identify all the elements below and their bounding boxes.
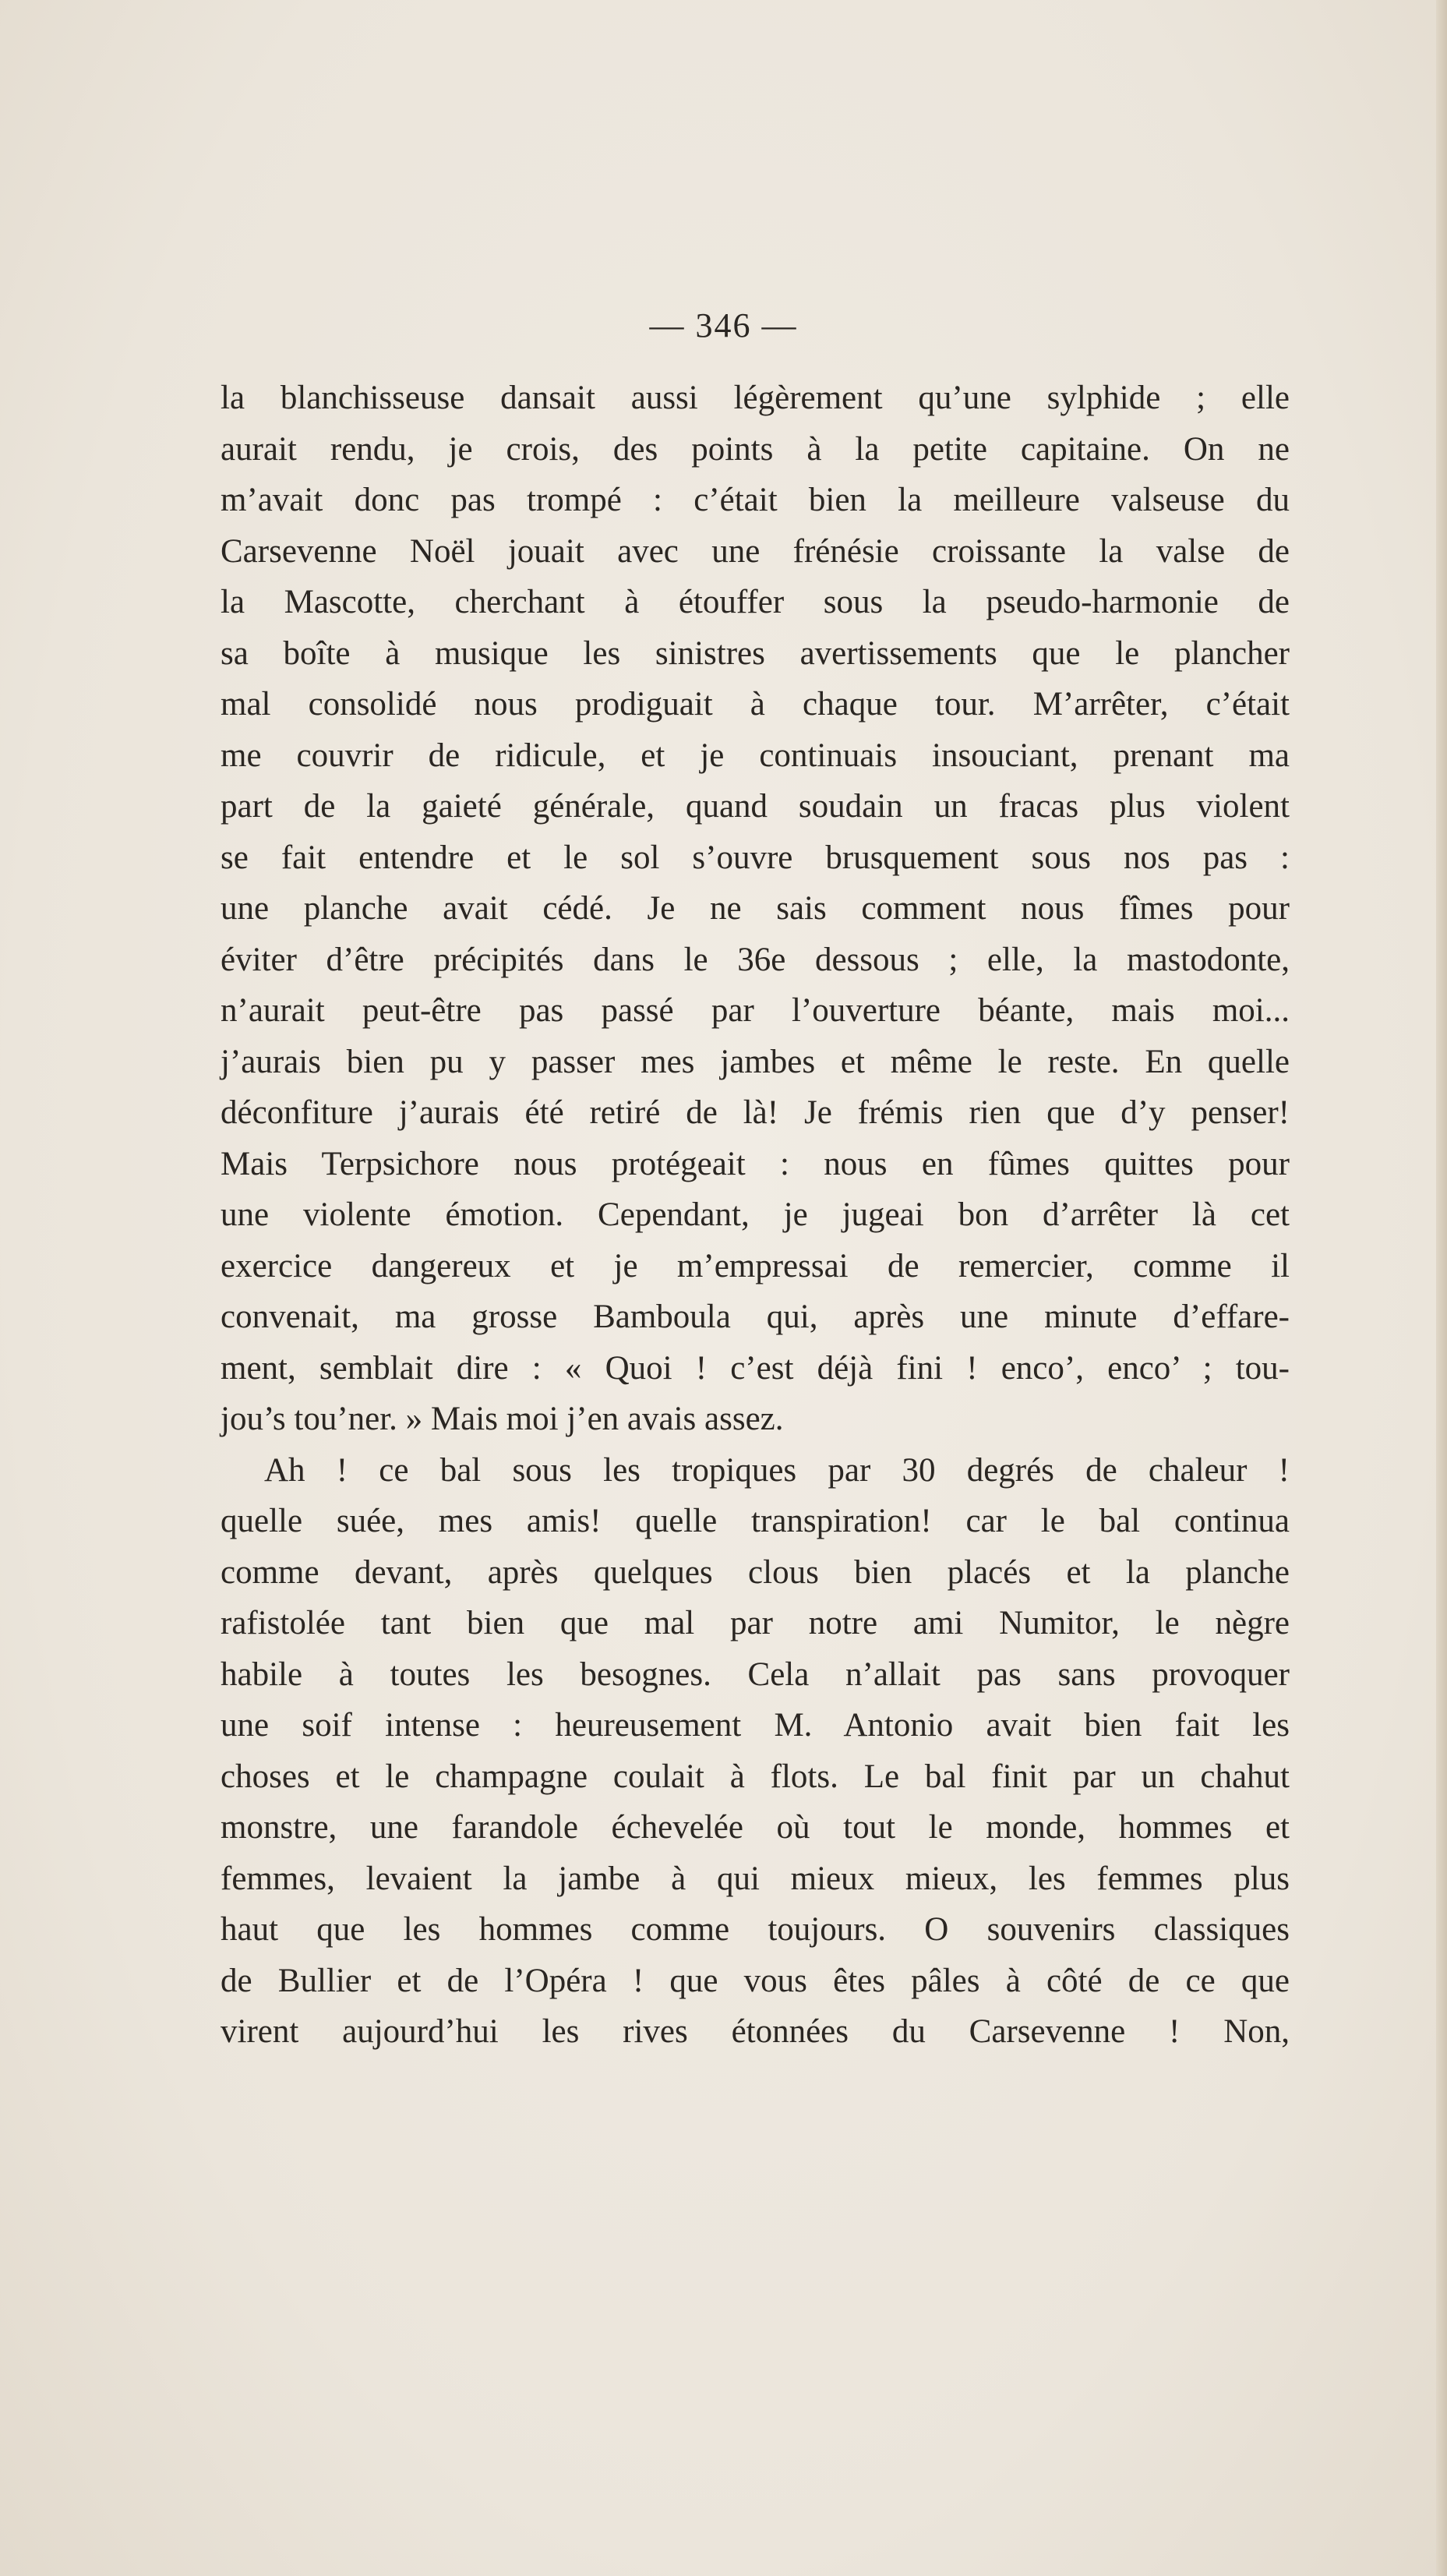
- text-line: déconfiture j’aurais été retiré de là! Je frémis rien que d’y penser!: [221, 1094, 1290, 1131]
- text-line: se fait entendre et le sol s’ouvre brusquement sous nos pas :: [221, 839, 1290, 876]
- text-line: virent aujourd’hui les rives étonnées du Carsevenne ! Non,: [221, 2013, 1290, 2050]
- text-line: aurait rendu, je crois, des points à la petite capitaine. On ne: [221, 430, 1290, 468]
- text-line: me couvrir de ridicule, et je continuais insouciant, prenant ma: [221, 737, 1290, 774]
- text-line: quelle suée, mes amis! quelle transpiration! car le bal continua: [221, 1503, 1290, 1539]
- text-line: la blanchisseuse dansait aussi légèrement qu’une sylphide ; elle: [221, 380, 1290, 416]
- body-text: [221, 373, 1290, 2058]
- text-line: de Bullier et de l’Opéra ! que vous êtes pâles à côté de ce que: [221, 1962, 1290, 1999]
- text-line: éviter d’être précipités dans le 36e dessous ; elle, la mastodonte,: [221, 941, 1290, 978]
- text-line: une planche avait cédé. Je ne sais comment nous fîmes pour: [221, 890, 1290, 927]
- text-line: m’avait donc pas trompé : c’était bien la meilleure valseuse du: [221, 482, 1290, 518]
- text-line: Carsevenne Noël jouait avec une frénésie croissante la valse de: [221, 532, 1290, 570]
- text-line: part de la gaieté générale, quand soudain un fracas plus violent: [221, 788, 1290, 825]
- text-line: comme devant, après quelques clous bien placés et la planche: [221, 1553, 1290, 1591]
- text-line: Mais Terpsichore nous protégeait : nous en fûmes quittes pour: [221, 1145, 1290, 1182]
- page-number: — 346 —: [649, 306, 798, 345]
- text-line: monstre, une farandole échevelée où tout le monde, hommes et: [221, 1809, 1290, 1846]
- page-edge: [1436, 0, 1447, 2576]
- text-line: convenait, ma grosse Bamboula qui, après une minute d’effare-: [221, 1299, 1290, 1335]
- text-line: n’aurait peut-être pas passé par l’ouverture béante, mais moi...: [221, 992, 1290, 1029]
- text-line: habile à toutes les besognes. Cela n’allait pas sans provoquer: [221, 1655, 1290, 1693]
- text-line: exercice dangereux et je m’empressai de remercier, comme il: [221, 1247, 1290, 1284]
- text-line: j’aurais bien pu y passer mes jambes et même le reste. En quelle: [221, 1043, 1290, 1080]
- text-line: haut que les hommes comme toujours. O souvenirs classiques: [221, 1911, 1290, 1948]
- text-line: mal consolidé nous prodiguait à chaque tour. M’arrêter, c’était: [221, 686, 1290, 723]
- text-line: ment, semblait dire : « Quoi ! c’est déjà fini ! enco’, enco’ ; tou-: [221, 1349, 1290, 1387]
- text-line: Ah ! ce bal sous les tropiques par 30 degrés de chaleur !: [264, 1451, 1290, 1489]
- text-line: la Mascotte, cherchant à étouffer sous la pseudo-harmonie de: [221, 584, 1290, 620]
- text-line: choses et le champagne coulait à flots. Le bal finit par un chahut: [221, 1758, 1290, 1795]
- text-line: une soif intense : heureusement M. Antonio avait bien fait les: [221, 1707, 1290, 1744]
- text-line: sa boîte à musique les sinistres avertissements que le plancher: [221, 634, 1290, 672]
- text-line: femmes, levaient la jambe à qui mieux mieux, les femmes plus: [221, 1860, 1290, 1897]
- text-line: une violente émotion. Cependant, je jugeai bon d’arrêter là cet: [221, 1196, 1290, 1233]
- text-line: rafistolée tant bien que mal par notre ami Numitor, le nègre: [221, 1605, 1290, 1641]
- text-line: jou’s tou’ner. » Mais moi j’en avais assez.: [221, 1401, 784, 1437]
